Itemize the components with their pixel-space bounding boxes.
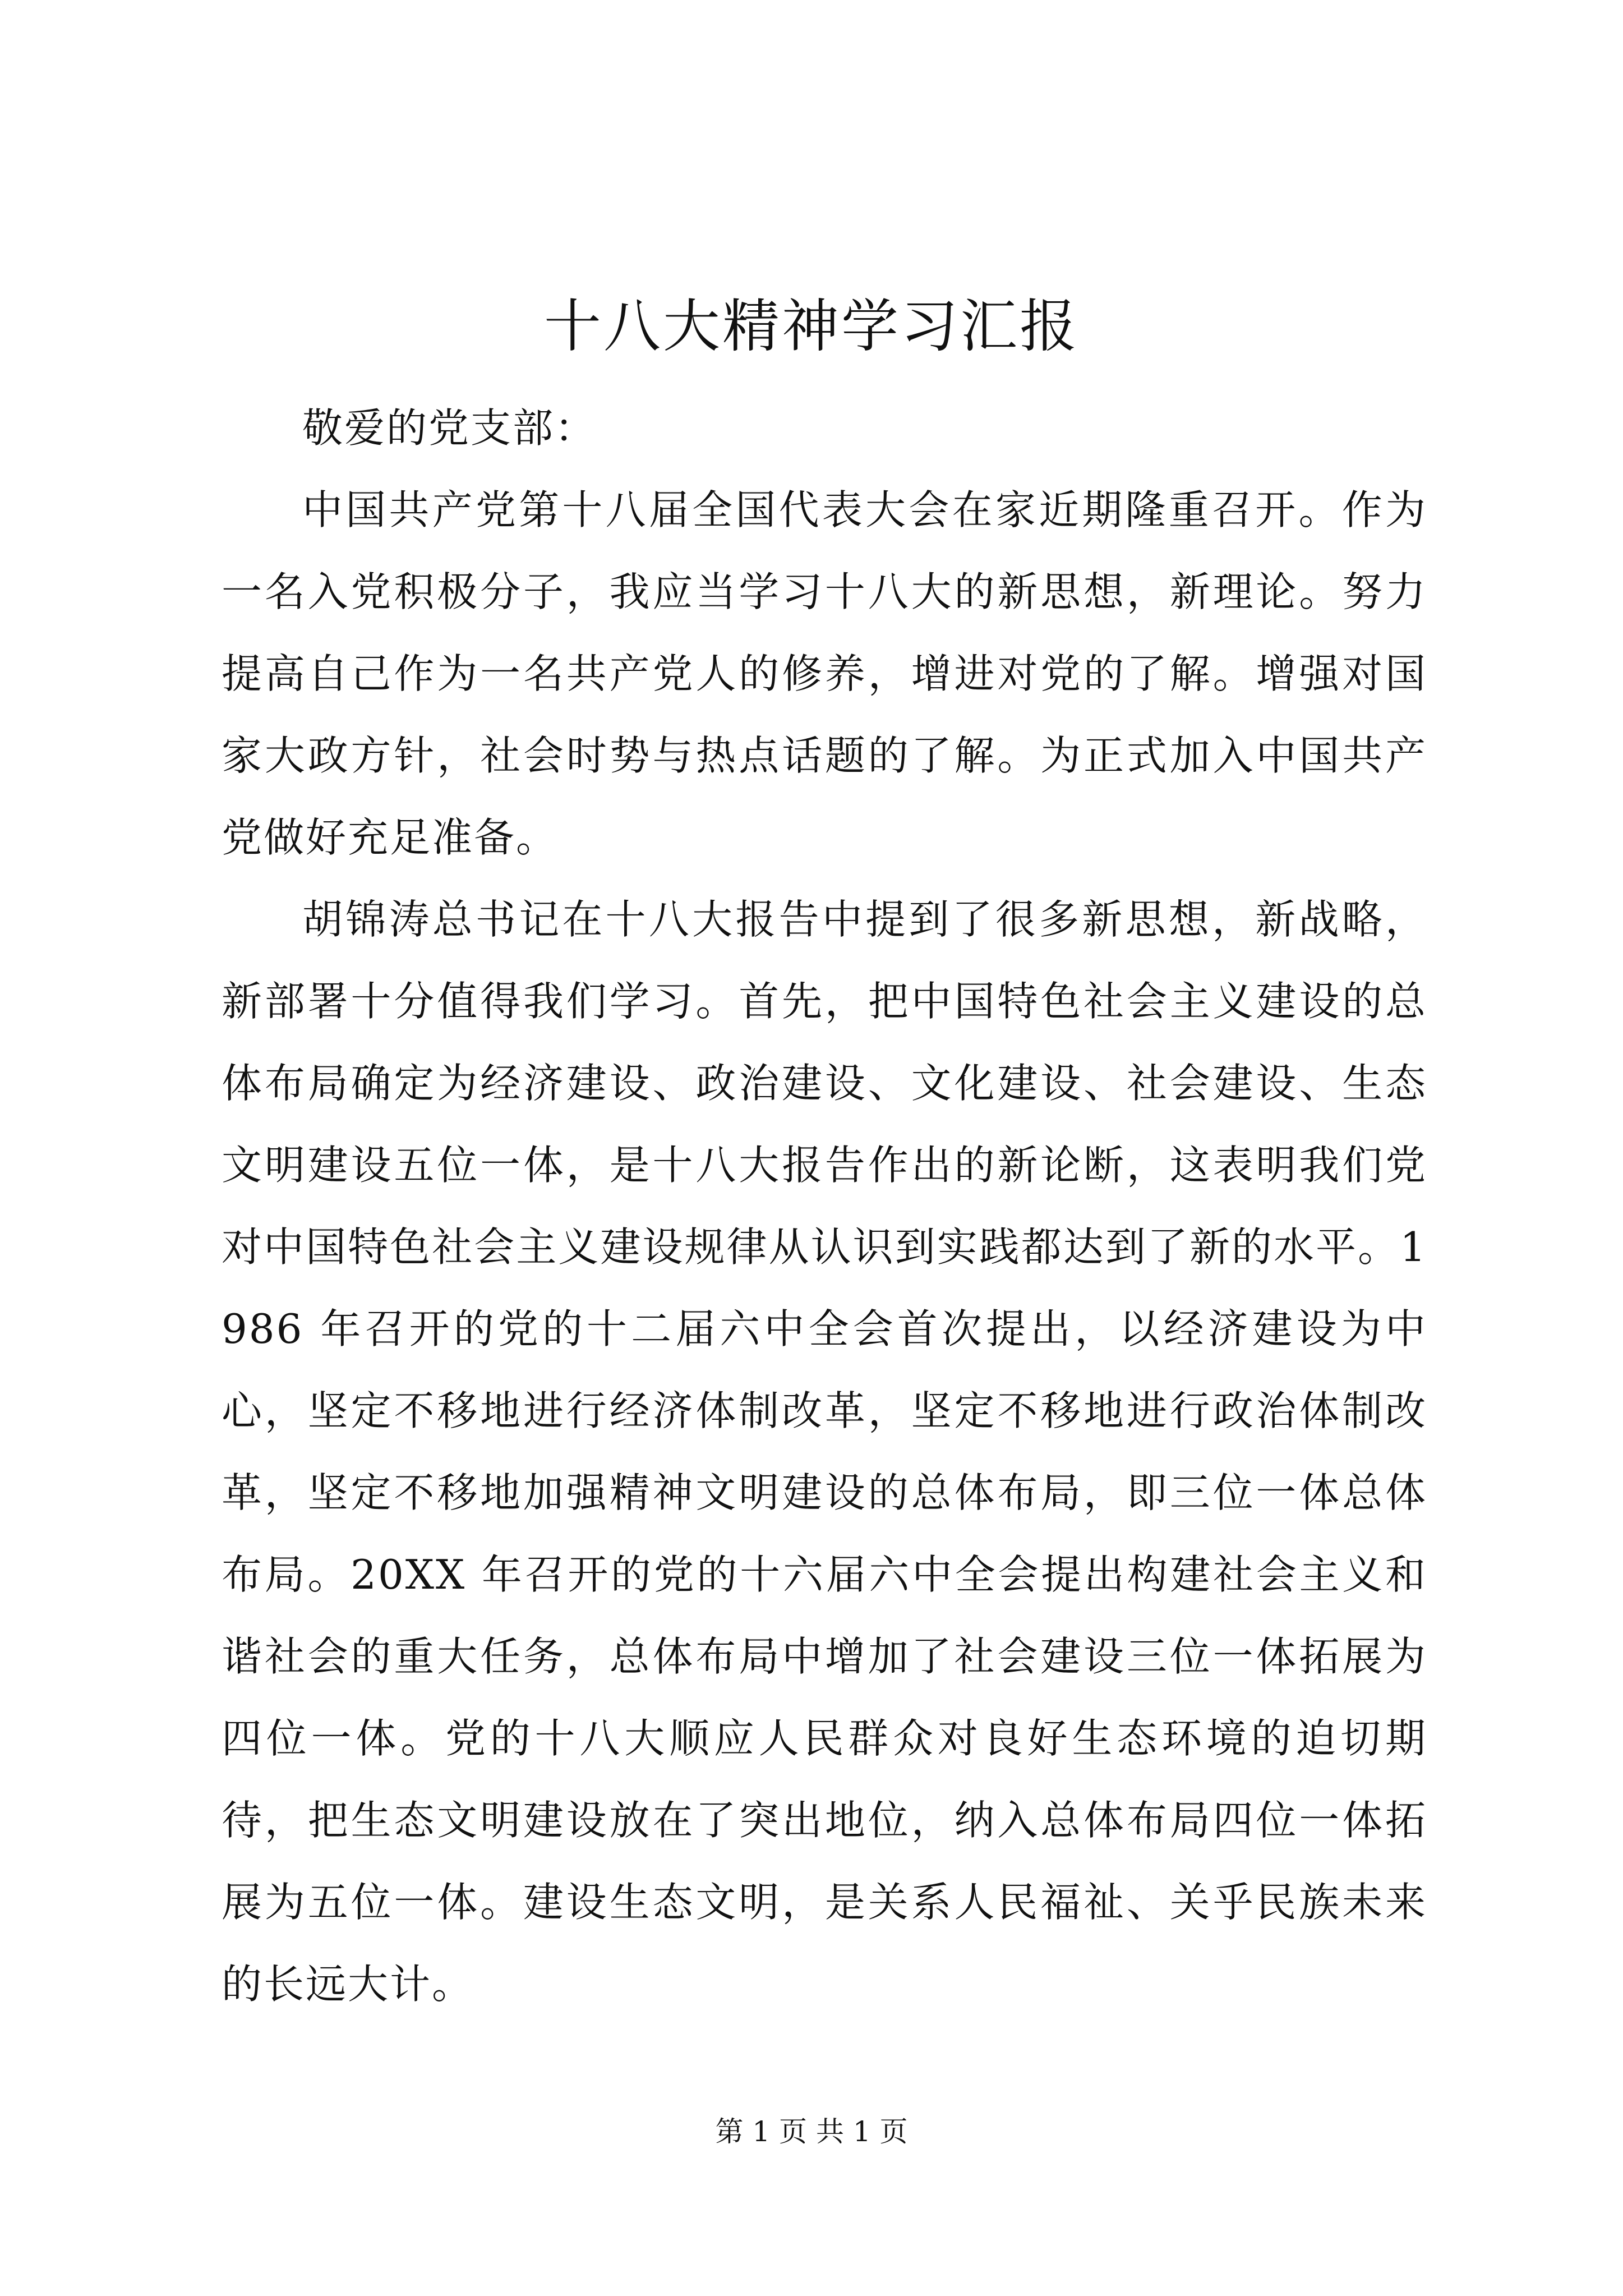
page-footer: 第 1 页 共 1 页 <box>715 2115 908 2148</box>
greeting-line: 敬爱的党支部： <box>302 404 597 452</box>
document-body <box>222 387 1427 2025</box>
paragraph-2: 胡锦涛总书记在十八大报告中提到了很多新思想，新战略，新部署十分值得我们学习。首先，把中国特色社会主义建设的总体布局确定为经济建设、政治建设、文化建设、社会建设、生态文明建设五位一体，是十八大报告作出的新论断，这表明我们党对中国特色社会主义建设规律从认识到实践都达到了新的水平。1986 年召开的党的十二届六中全会首次提出，以经济建设为中心，坚定不移地进行经济体制改革，坚定不移地进行政治体制改革，坚定不移地加强精神文明建设的总体布局，即三位一体总体布局。20XX 年召开的党的十六届六中全会提出构建社会主义和谐社会的重大任务，总体布局中增加了社会建设三位一体拓展为四位一体。党的十八大顺应人民群众对良好生态环境的迫切期待，把生态文明建设放在了突出地位，纳入总体布局四位一体拓展为五位一体。建设生态文明，是关系人民福祉、关乎民族未来的长远大计。 <box>222 896 1427 2008</box>
document-title: 十八大精神学习汇报 <box>544 293 1079 360</box>
paragraph-1: 中国共产党第十八届全国代表大会在家近期隆重召开。作为一名入党积极分子，我应当学习十八大的新思想，新理论。努力提高自己作为一名共产党人的修养，增进对党的了解。增强对国家大政方针，社会时势与热点话题的了解。为正式加入中国共产党做好充足准备。 <box>222 486 1427 861</box>
